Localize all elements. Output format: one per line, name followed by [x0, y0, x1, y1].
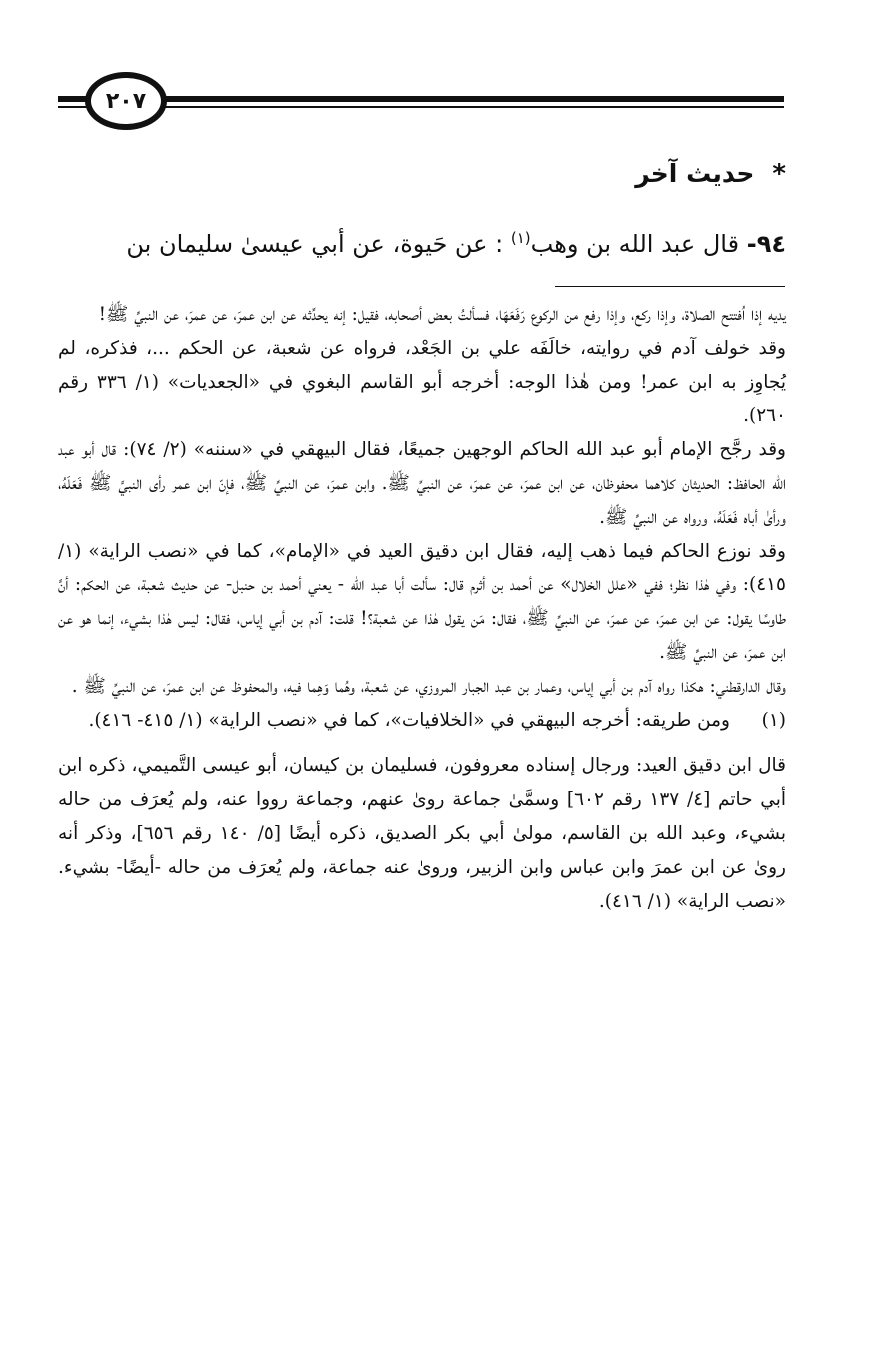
footnote-number: (١)	[761, 709, 786, 731]
hadith-text-end: : عن حَيوة، عن أبي عيسىٰ سليمان بن	[126, 230, 504, 258]
hadith-line	[58, 214, 786, 268]
numbered-footnote	[58, 704, 786, 738]
footnote-paragraph: وقد نوزع الحاكم فيما ذهب إليه، فقال ابن دقيق العيد في «الإمام»، كما في «نصب الراية» (١/ ٤١٥): وفي هٰذا نظر؛ ففي «علل الخلال» عن أحمد بن أثرم قال: سألت أبا عبد الله - يعني أحمد بن حنبل- عن حديث شعبة، عن الحكم: أنَّ طاوسًا يقول: عن ابن عمرَ، عن عمرَ، عن النبيِّ ﷺ، فقال: مَن يقول هٰذا عن شعبة؟! قلت: آدم بن أبي إياس، فقال: ليس هٰذا بشيء، إنما هو عن ابن عمرَ، عن النبيِّ ﷺ.	[58, 540, 786, 663]
section-heading	[58, 152, 786, 196]
page-number: ٢٠٧	[105, 88, 147, 114]
main-text	[58, 152, 786, 268]
footnote-text: ومن طريقه: أخرجه البيهقي في «الخلافيات»، كما في «نصب الراية» (١/ ٤١٥- ٤١٦).	[88, 709, 730, 731]
footnote-divider	[555, 286, 785, 287]
page-number-ring	[85, 72, 167, 130]
footnote-paragraph: قال ابن دقيق العيد: ورجال إسناده معروفون، فسليمان بن كيسان، أبو عيسى التَّميمي، ذكره ابن أبي حاتم [٤/ ١٣٧ رقم ٦٠٢] وسمَّىٰ جماعة روىٰ عنهم، وجماعة رووا عنه، ولم يُعرَف من حاله بشيء، وعبد الله بن القاسم، مولىٰ أبي بكر الصديق، ذكره أيضًا [٥/ ١٤٠ رقم ٦٥٦]، وذكر أنه روىٰ عن ابن عمرَ وابن عباس وابن الزبير، وروىٰ عنه جماعة، ولم يُعرَف من حاله -أيضًا- بشيء. «نصب الراية» (١/ ٤١٦).	[58, 755, 786, 912]
asterisk-icon: *	[772, 159, 786, 189]
footnote-paragraph: يديه إذا اُفتتح الصلاة، وإذا ركع، وإذا رفع من الركوع رَفَعَهَا، فسألتُ بعض أصحابه، فقيل: إنه يحدِّثه عن ابن عمرَ، عن عمرَ، عن النبيِّ ﷺ!	[98, 304, 786, 325]
footnote-paragraph: وقد خولف آدم في روايته، خالَفَه علي بن الجَعْد، فرواه عن شعبة، عن الحكم ...، فذكره، لم يُجاوِز به ابن عمر! ومن هٰذا الوجه: أخرجه أبو القاسم البغوي في «الجعديات» (١/ ٣٣٦ رقم ٢٦٠).	[58, 337, 786, 427]
footnotes-block	[58, 298, 786, 918]
footnote-paragraph: وقال الدارقطني: هكذا رواه آدم بن أبي إياس، وعمار بن عبد الجبار المروزي، عن شعبة، وهُما وَهِما فيه، والمحفوظ عن ابن عمرَ، عن النبيِّ ﷺ .	[71, 675, 786, 697]
header-rule-right-thin	[162, 106, 784, 108]
hadith-text-start: قال عبد الله بن وهب	[530, 230, 740, 258]
footnote-paragraph: وقد رجَّح الإمام أبو عبد الله الحاكم الوجهين جميعًا، فقال البيهقي في «سننه» (٢/ ٧٤): قال أبو عبد الله الحافظ: الحديثان كلاهما محفوظان، عن ابن عمرَ، عن عمرَ، عن النبيِّ ﷺ. وابن عمرَ، عن النبيِّ ﷺ، فإنّ ابن عمر رأى النبيَّ ﷺ فَعَلَهُ، ورأىٰ أباه فَعَلَهُ، ورواه عن النبيِّ ﷺ.	[58, 439, 786, 528]
section-title: حديث آخر	[635, 159, 755, 188]
header-rule-right	[162, 96, 784, 102]
hadith-number: ٩٤-	[746, 230, 786, 258]
page-header	[0, 0, 873, 140]
footnote-reference-mark: (١)	[510, 229, 531, 247]
